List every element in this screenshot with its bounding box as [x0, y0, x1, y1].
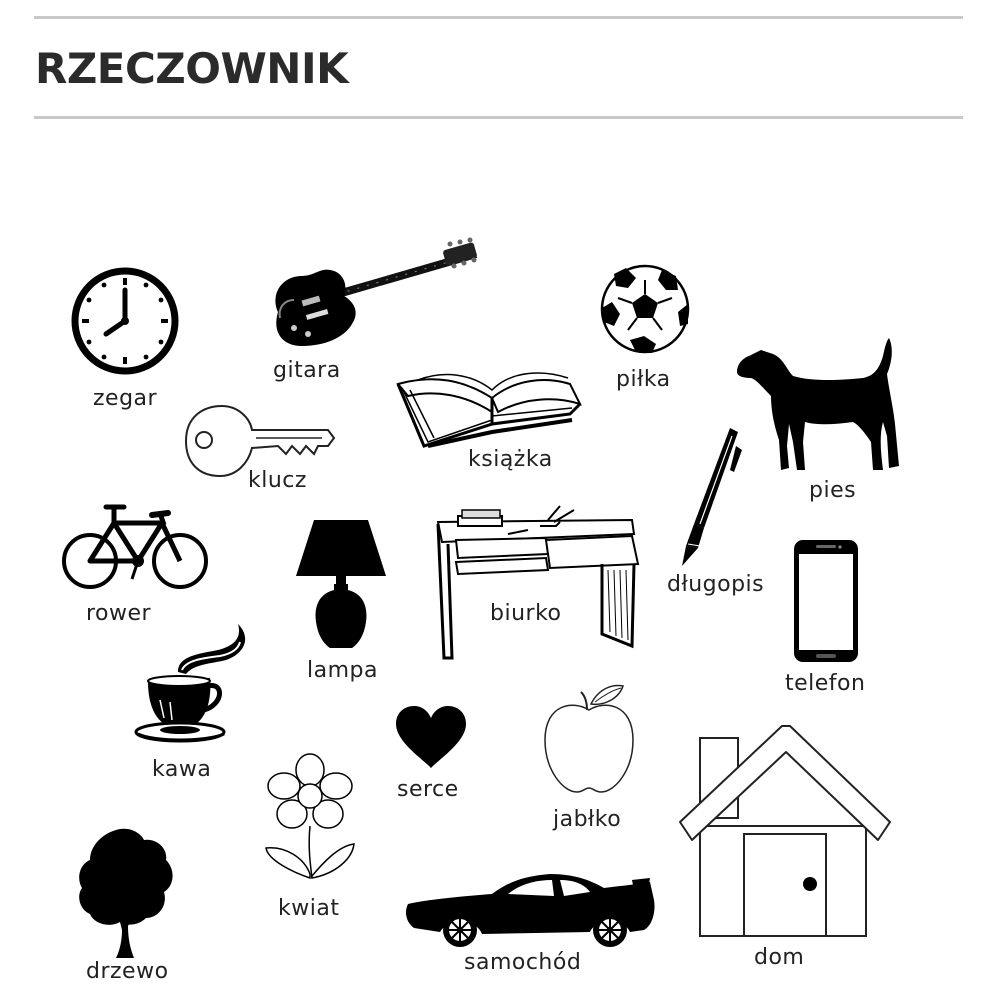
- label-rower: rower: [86, 601, 152, 626]
- dog-icon: [733, 336, 903, 476]
- label-serce: serce: [397, 777, 459, 802]
- coffee-cup-icon: [134, 620, 252, 750]
- label-jablko: jabłko: [553, 807, 622, 832]
- page-title: RZECZOWNIK: [35, 44, 349, 93]
- phone-icon: [792, 538, 860, 664]
- label-dom: dom: [754, 945, 805, 970]
- soccer-ball-icon: [600, 264, 690, 354]
- desk-icon: [436, 504, 644, 660]
- car-icon: [404, 870, 658, 948]
- flower-icon: [262, 752, 358, 882]
- label-zegar: zegar: [93, 386, 158, 411]
- label-gitara: gitara: [273, 358, 341, 383]
- clock-icon: [70, 266, 180, 376]
- pen-icon: [674, 424, 744, 568]
- house-icon: [676, 722, 894, 942]
- tree-icon: [76, 826, 176, 960]
- label-ksiazka: książka: [468, 447, 553, 472]
- title-divider: [34, 116, 963, 119]
- label-samochod: samochód: [464, 950, 582, 975]
- lamp-icon: [294, 518, 388, 650]
- label-klucz: klucz: [248, 468, 307, 493]
- label-drzewo: drzewo: [86, 959, 169, 984]
- label-pies: pies: [809, 478, 857, 503]
- apple-icon: [543, 684, 635, 796]
- open-book-icon: [394, 350, 584, 452]
- label-kawa: kawa: [152, 757, 212, 782]
- heart-icon: [394, 704, 468, 770]
- label-pilka: piłka: [616, 367, 671, 392]
- label-dlugopis: długopis: [667, 572, 765, 597]
- bicycle-icon: [62, 503, 212, 593]
- top-divider: [34, 16, 963, 19]
- label-kwiat: kwiat: [278, 896, 340, 921]
- label-telefon: telefon: [785, 671, 866, 696]
- guitar-icon: [268, 242, 483, 350]
- label-lampa: lampa: [307, 658, 378, 683]
- label-biurko: biurko: [490, 601, 562, 626]
